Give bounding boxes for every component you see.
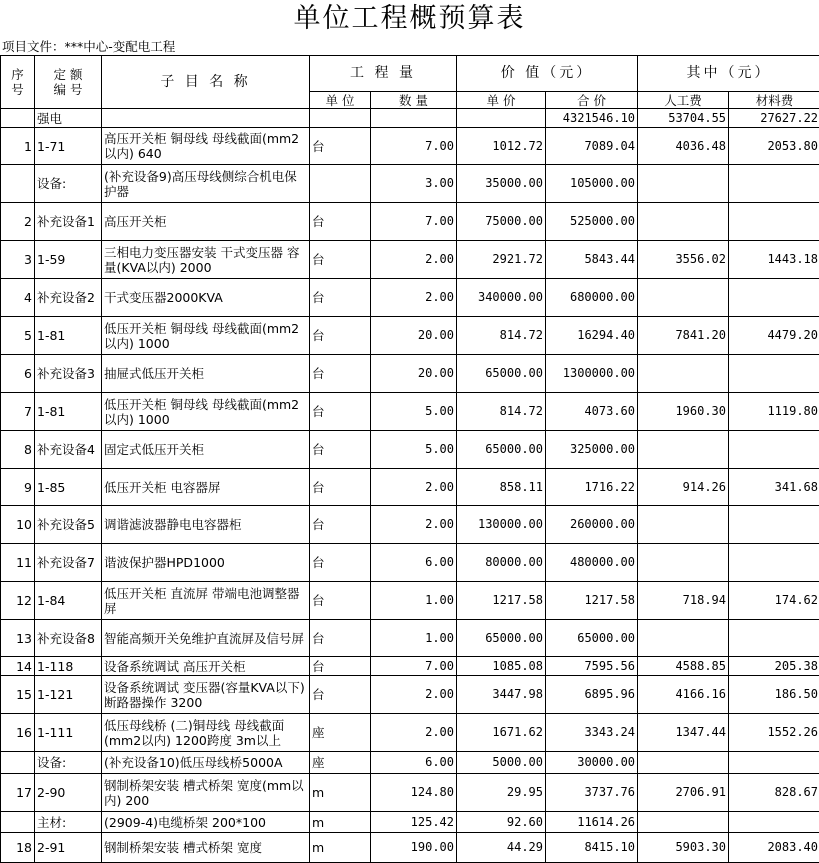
cell-material-cost[interactable] <box>729 620 819 657</box>
cell-seq[interactable]: 3 <box>1 241 35 279</box>
cell-labor-cost[interactable] <box>638 355 729 393</box>
table-row <box>1 109 819 128</box>
cell-labor-cost[interactable] <box>638 752 729 774</box>
cell-labor-cost[interactable]: 718.94 <box>638 582 729 620</box>
table-row <box>1 279 819 317</box>
cell-quantity[interactable]: 3.00 <box>371 165 457 203</box>
cell-item-name[interactable] <box>102 109 310 128</box>
cell-total-price[interactable]: 16294.40 <box>546 317 638 355</box>
cell-seq[interactable]: 4 <box>1 279 35 317</box>
cell-item-name[interactable]: 钢制桥架安装 槽式桥架 宽度(mm以内) 200 <box>102 774 310 812</box>
cell-unit-price[interactable]: 130000.00 <box>457 506 546 544</box>
cell-material-cost[interactable] <box>729 752 819 774</box>
cell-quota-code[interactable]: 补充设备7 <box>35 544 102 582</box>
cell-quantity[interactable]: 7.00 <box>371 657 457 676</box>
cell-item-name[interactable]: 低压开关柜 电容器屏 <box>102 469 310 506</box>
table-row <box>1 393 819 431</box>
cell-unit[interactable]: 台 <box>310 469 371 506</box>
cell-unit-price[interactable]: 1671.62 <box>457 714 546 752</box>
cell-seq[interactable]: 12 <box>1 582 35 620</box>
cell-quantity[interactable]: 2.00 <box>371 676 457 714</box>
cell-unit[interactable]: m <box>310 812 371 833</box>
header-quantity[interactable]: 数 量 <box>371 92 457 109</box>
budget-table <box>0 55 819 863</box>
cell-seq[interactable] <box>1 752 35 774</box>
cell-unit-price[interactable]: 65000.00 <box>457 431 546 469</box>
cell-quota-code[interactable]: 1-118 <box>35 657 102 676</box>
project-file-label: 项目文件：***中心-变配电工程 <box>2 38 175 55</box>
cell-seq[interactable]: 9 <box>1 469 35 506</box>
cell-unit[interactable]: 台 <box>310 393 371 431</box>
cell-unit[interactable] <box>310 109 371 128</box>
cell-item-name[interactable]: 设备系统调试 高压开关柜 <box>102 657 310 676</box>
cell-item-name[interactable]: 三相电力变压器安装 干式变压器 容量(KVA以内) 2000 <box>102 241 310 279</box>
table-row <box>1 657 819 676</box>
cell-unit-price[interactable]: 2921.72 <box>457 241 546 279</box>
cell-unit-price[interactable] <box>457 109 546 128</box>
cell-unit-price[interactable]: 814.72 <box>457 393 546 431</box>
cell-total-price[interactable]: 3343.24 <box>546 714 638 752</box>
cell-labor-cost[interactable]: 1960.30 <box>638 393 729 431</box>
cell-unit-price[interactable]: 814.72 <box>457 317 546 355</box>
header-of-which-group[interactable]: 其中（元） <box>638 56 819 92</box>
cell-unit[interactable]: 台 <box>310 128 371 165</box>
cell-quota-code[interactable]: 1-81 <box>35 317 102 355</box>
cell-labor-cost[interactable]: 4166.16 <box>638 676 729 714</box>
cell-labor-cost[interactable] <box>638 165 729 203</box>
cell-total-price[interactable]: 1217.58 <box>546 582 638 620</box>
cell-quota-code[interactable]: 2-91 <box>35 833 102 863</box>
cell-quota-code[interactable]: 2-90 <box>35 774 102 812</box>
cell-item-name[interactable]: (2909-4)电缆桥架 200*100 <box>102 812 310 833</box>
cell-item-name[interactable]: 调谐滤波器静电电容器柜 <box>102 506 310 544</box>
cell-quota-code[interactable]: 1-59 <box>35 241 102 279</box>
header-seq-top: 序 <box>11 67 24 82</box>
cell-quantity[interactable]: 190.00 <box>371 833 457 863</box>
cell-unit-price[interactable]: 1085.08 <box>457 657 546 676</box>
cell-quantity[interactable]: 1.00 <box>371 582 457 620</box>
cell-total-price[interactable]: 325000.00 <box>546 431 638 469</box>
cell-total-price[interactable]: 105000.00 <box>546 165 638 203</box>
cell-unit-price[interactable]: 3447.98 <box>457 676 546 714</box>
cell-labor-cost[interactable] <box>638 506 729 544</box>
cell-unit[interactable]: 台 <box>310 620 371 657</box>
cell-quota-code[interactable]: 1-71 <box>35 128 102 165</box>
table-row <box>1 582 819 620</box>
cell-unit[interactable] <box>310 165 371 203</box>
cell-seq[interactable]: 18 <box>1 833 35 863</box>
cell-total-price[interactable]: 680000.00 <box>546 279 638 317</box>
header-seq-bottom: 号 <box>11 82 24 97</box>
table-row <box>1 620 819 657</box>
cell-item-name[interactable]: 谐波保护器HPD1000 <box>102 544 310 582</box>
table-row <box>1 165 819 203</box>
header-quantity-group[interactable]: 工 程 量 <box>310 56 457 92</box>
cell-total-price[interactable]: 8415.10 <box>546 833 638 863</box>
cell-unit[interactable]: 台 <box>310 203 371 241</box>
cell-quota-code[interactable]: 补充设备8 <box>35 620 102 657</box>
cell-seq[interactable]: 11 <box>1 544 35 582</box>
cell-seq[interactable] <box>1 812 35 833</box>
cell-quantity[interactable]: 7.00 <box>371 203 457 241</box>
cell-quota-code[interactable]: 1-121 <box>35 676 102 714</box>
cell-quantity[interactable]: 1.00 <box>371 620 457 657</box>
cell-unit[interactable]: 座 <box>310 752 371 774</box>
cell-quantity[interactable]: 2.00 <box>371 469 457 506</box>
cell-labor-cost[interactable] <box>638 203 729 241</box>
cell-unit-price[interactable]: 1217.58 <box>457 582 546 620</box>
cell-total-price[interactable]: 5843.44 <box>546 241 638 279</box>
cell-unit[interactable]: 台 <box>310 582 371 620</box>
cell-item-name[interactable]: 抽屉式低压开关柜 <box>102 355 310 393</box>
table-row <box>1 676 819 714</box>
cell-labor-cost[interactable]: 4588.85 <box>638 657 729 676</box>
cell-quota-code[interactable]: 1-81 <box>35 393 102 431</box>
cell-unit[interactable]: 台 <box>310 279 371 317</box>
cell-material-cost[interactable] <box>729 165 819 203</box>
cell-quota-code[interactable]: 1-111 <box>35 714 102 752</box>
cell-item-name[interactable]: 高压开关柜 <box>102 203 310 241</box>
table-row <box>1 752 819 774</box>
cell-material-cost[interactable]: 2083.40 <box>729 833 819 863</box>
cell-unit-price[interactable]: 35000.00 <box>457 165 546 203</box>
table-row <box>1 128 819 165</box>
cell-total-price[interactable]: 11614.26 <box>546 812 638 833</box>
cell-quantity[interactable]: 125.42 <box>371 812 457 833</box>
cell-seq[interactable] <box>1 165 35 203</box>
cell-quota-code[interactable]: 1-85 <box>35 469 102 506</box>
cell-seq[interactable]: 10 <box>1 506 35 544</box>
cell-labor-cost[interactable] <box>638 279 729 317</box>
cell-total-price[interactable]: 6895.96 <box>546 676 638 714</box>
cell-labor-cost[interactable]: 7841.20 <box>638 317 729 355</box>
cell-quantity[interactable]: 5.00 <box>371 393 457 431</box>
cell-unit-price[interactable]: 65000.00 <box>457 620 546 657</box>
cell-quota-code[interactable]: 设备: <box>35 752 102 774</box>
cell-total-price[interactable]: 1716.22 <box>546 469 638 506</box>
cell-total-price[interactable]: 4321546.10 <box>546 109 638 128</box>
cell-unit[interactable]: 台 <box>310 676 371 714</box>
cell-unit[interactable]: 台 <box>310 544 371 582</box>
cell-unit[interactable]: 座 <box>310 714 371 752</box>
cell-labor-cost[interactable]: 914.26 <box>638 469 729 506</box>
cell-unit-price[interactable]: 29.95 <box>457 774 546 812</box>
cell-seq[interactable] <box>1 109 35 128</box>
cell-total-price[interactable]: 65000.00 <box>546 620 638 657</box>
cell-material-cost[interactable]: 341.68 <box>729 469 819 506</box>
cell-total-price[interactable]: 480000.00 <box>546 544 638 582</box>
cell-seq[interactable]: 16 <box>1 714 35 752</box>
cell-quantity[interactable]: 2.00 <box>371 279 457 317</box>
cell-material-cost[interactable] <box>729 203 819 241</box>
cell-material-cost[interactable]: 1119.80 <box>729 393 819 431</box>
table-row <box>1 812 819 833</box>
header-value-group[interactable]: 价 值（元） <box>457 56 638 92</box>
table-row <box>1 431 819 469</box>
cell-seq[interactable]: 5 <box>1 317 35 355</box>
cell-unit[interactable]: 台 <box>310 241 371 279</box>
cell-labor-cost[interactable]: 1347.44 <box>638 714 729 752</box>
cell-material-cost[interactable] <box>729 506 819 544</box>
cell-material-cost[interactable]: 174.62 <box>729 582 819 620</box>
cell-quantity[interactable] <box>371 109 457 128</box>
cell-labor-cost[interactable] <box>638 431 729 469</box>
cell-material-cost[interactable]: 27627.22 <box>729 109 819 128</box>
cell-unit-price[interactable]: 858.11 <box>457 469 546 506</box>
cell-total-price[interactable]: 3737.76 <box>546 774 638 812</box>
cell-seq[interactable]: 17 <box>1 774 35 812</box>
cell-item-name[interactable]: 智能高频开关免维护直流屏及信号屏 <box>102 620 310 657</box>
cell-total-price[interactable]: 7595.56 <box>546 657 638 676</box>
cell-unit[interactable]: 台 <box>310 317 371 355</box>
table-row <box>1 317 819 355</box>
cell-labor-cost[interactable] <box>638 812 729 833</box>
cell-quantity[interactable]: 6.00 <box>371 544 457 582</box>
cell-item-name[interactable]: 固定式低压开关柜 <box>102 431 310 469</box>
cell-unit-price[interactable]: 92.60 <box>457 812 546 833</box>
table-row <box>1 469 819 506</box>
cell-seq[interactable]: 15 <box>1 676 35 714</box>
cell-item-name[interactable]: 钢制桥架安装 槽式桥架 宽度 <box>102 833 310 863</box>
table-row <box>1 544 819 582</box>
cell-total-price[interactable]: 525000.00 <box>546 203 638 241</box>
cell-quota-code[interactable]: 补充设备1 <box>35 203 102 241</box>
header-code[interactable] <box>35 56 102 109</box>
header-labor-cost[interactable]: 人工费 <box>638 92 729 109</box>
cell-total-price[interactable]: 1300000.00 <box>546 355 638 393</box>
cell-quota-code[interactable]: 补充设备2 <box>35 279 102 317</box>
cell-material-cost[interactable] <box>729 279 819 317</box>
cell-quantity[interactable]: 124.80 <box>371 774 457 812</box>
cell-quantity[interactable]: 2.00 <box>371 506 457 544</box>
table-row <box>1 203 819 241</box>
cell-labor-cost[interactable]: 2706.91 <box>638 774 729 812</box>
cell-unit-price[interactable]: 44.29 <box>457 833 546 863</box>
cell-material-cost[interactable]: 205.38 <box>729 657 819 676</box>
cell-material-cost[interactable] <box>729 355 819 393</box>
cell-quota-code[interactable]: 补充设备3 <box>35 355 102 393</box>
cell-quota-code[interactable]: 补充设备5 <box>35 506 102 544</box>
cell-unit[interactable]: 台 <box>310 355 371 393</box>
cell-labor-cost[interactable]: 5903.30 <box>638 833 729 863</box>
cell-unit[interactable]: 台 <box>310 657 371 676</box>
cell-item-name[interactable]: 低压母线桥 (二)铜母线 母线截面(mm2以内) 1200跨度 3m以上 <box>102 714 310 752</box>
cell-total-price[interactable]: 7089.04 <box>546 128 638 165</box>
header-unit-price[interactable]: 单 价 <box>457 92 546 109</box>
cell-unit-price[interactable]: 340000.00 <box>457 279 546 317</box>
cell-item-name[interactable]: (补充设备9)高压母线侧综合机电保护器 <box>102 165 310 203</box>
cell-unit[interactable]: m <box>310 774 371 812</box>
cell-total-price[interactable]: 260000.00 <box>546 506 638 544</box>
cell-unit-price[interactable]: 75000.00 <box>457 203 546 241</box>
cell-seq[interactable]: 13 <box>1 620 35 657</box>
cell-labor-cost[interactable] <box>638 544 729 582</box>
cell-unit-price[interactable]: 1012.72 <box>457 128 546 165</box>
cell-quantity[interactable]: 20.00 <box>371 317 457 355</box>
cell-quantity[interactable]: 5.00 <box>371 431 457 469</box>
header-code-top: 定 额 <box>54 67 83 82</box>
cell-material-cost[interactable]: 1443.18 <box>729 241 819 279</box>
cell-material-cost[interactable] <box>729 812 819 833</box>
cell-unit[interactable]: 台 <box>310 506 371 544</box>
cell-unit-price[interactable]: 65000.00 <box>457 355 546 393</box>
cell-quota-code[interactable]: 1-84 <box>35 582 102 620</box>
cell-seq[interactable]: 8 <box>1 431 35 469</box>
table-row <box>1 833 819 863</box>
header-item-name[interactable]: 子 目 名 称 <box>102 56 310 109</box>
cell-quantity[interactable]: 2.00 <box>371 714 457 752</box>
cell-material-cost[interactable]: 4479.20 <box>729 317 819 355</box>
cell-quantity[interactable]: 7.00 <box>371 128 457 165</box>
table-row <box>1 774 819 812</box>
header-material-cost[interactable]: 材料费 <box>729 92 819 109</box>
cell-material-cost[interactable]: 2053.80 <box>729 128 819 165</box>
header-code-bottom: 编 号 <box>54 82 83 97</box>
cell-unit-price[interactable]: 80000.00 <box>457 544 546 582</box>
header-unit[interactable]: 单 位 <box>310 92 371 109</box>
cell-item-name[interactable]: 低压开关柜 直流屏 带端电池调整器屏 <box>102 582 310 620</box>
cell-quantity[interactable]: 6.00 <box>371 752 457 774</box>
cell-quota-code[interactable]: 强电 <box>35 109 102 128</box>
cell-seq[interactable]: 1 <box>1 128 35 165</box>
table-row <box>1 241 819 279</box>
header-seq[interactable] <box>1 56 35 109</box>
cell-labor-cost[interactable]: 53704.55 <box>638 109 729 128</box>
cell-material-cost[interactable]: 186.50 <box>729 676 819 714</box>
cell-seq[interactable]: 2 <box>1 203 35 241</box>
cell-labor-cost[interactable]: 3556.02 <box>638 241 729 279</box>
cell-quantity[interactable]: 20.00 <box>371 355 457 393</box>
cell-item-name[interactable]: 低压开关柜 铜母线 母线截面(mm2以内) 1000 <box>102 317 310 355</box>
cell-item-name[interactable]: 低压开关柜 铜母线 母线截面(mm2以内) 1000 <box>102 393 310 431</box>
cell-labor-cost[interactable]: 4036.48 <box>638 128 729 165</box>
sheet-title: 单位工程概预算表 <box>0 0 819 38</box>
cell-unit-price[interactable]: 5000.00 <box>457 752 546 774</box>
cell-material-cost[interactable] <box>729 544 819 582</box>
cell-unit[interactable]: m <box>310 833 371 863</box>
cell-item-name[interactable]: 设备系统调试 变压器(容量KVA以下) 断路器操作 3200 <box>102 676 310 714</box>
cell-seq[interactable]: 14 <box>1 657 35 676</box>
header-total-price[interactable]: 合 价 <box>546 92 638 109</box>
cell-item-name[interactable]: 高压开关柜 铜母线 母线截面(mm2以内) 640 <box>102 128 310 165</box>
table-row <box>1 355 819 393</box>
cell-material-cost[interactable]: 1552.26 <box>729 714 819 752</box>
cell-material-cost[interactable]: 828.67 <box>729 774 819 812</box>
cell-item-name[interactable]: (补充设备10)低压母线桥5000A <box>102 752 310 774</box>
cell-unit[interactable]: 台 <box>310 431 371 469</box>
cell-seq[interactable]: 6 <box>1 355 35 393</box>
cell-total-price[interactable]: 30000.00 <box>546 752 638 774</box>
table-row <box>1 506 819 544</box>
cell-quota-code[interactable]: 设备: <box>35 165 102 203</box>
table-row <box>1 714 819 752</box>
cell-total-price[interactable]: 4073.60 <box>546 393 638 431</box>
cell-material-cost[interactable] <box>729 431 819 469</box>
cell-quantity[interactable]: 2.00 <box>371 241 457 279</box>
cell-seq[interactable]: 7 <box>1 393 35 431</box>
cell-labor-cost[interactable] <box>638 620 729 657</box>
cell-item-name[interactable]: 干式变压器2000KVA <box>102 279 310 317</box>
cell-quota-code[interactable]: 补充设备4 <box>35 431 102 469</box>
cell-quota-code[interactable]: 主材: <box>35 812 102 833</box>
